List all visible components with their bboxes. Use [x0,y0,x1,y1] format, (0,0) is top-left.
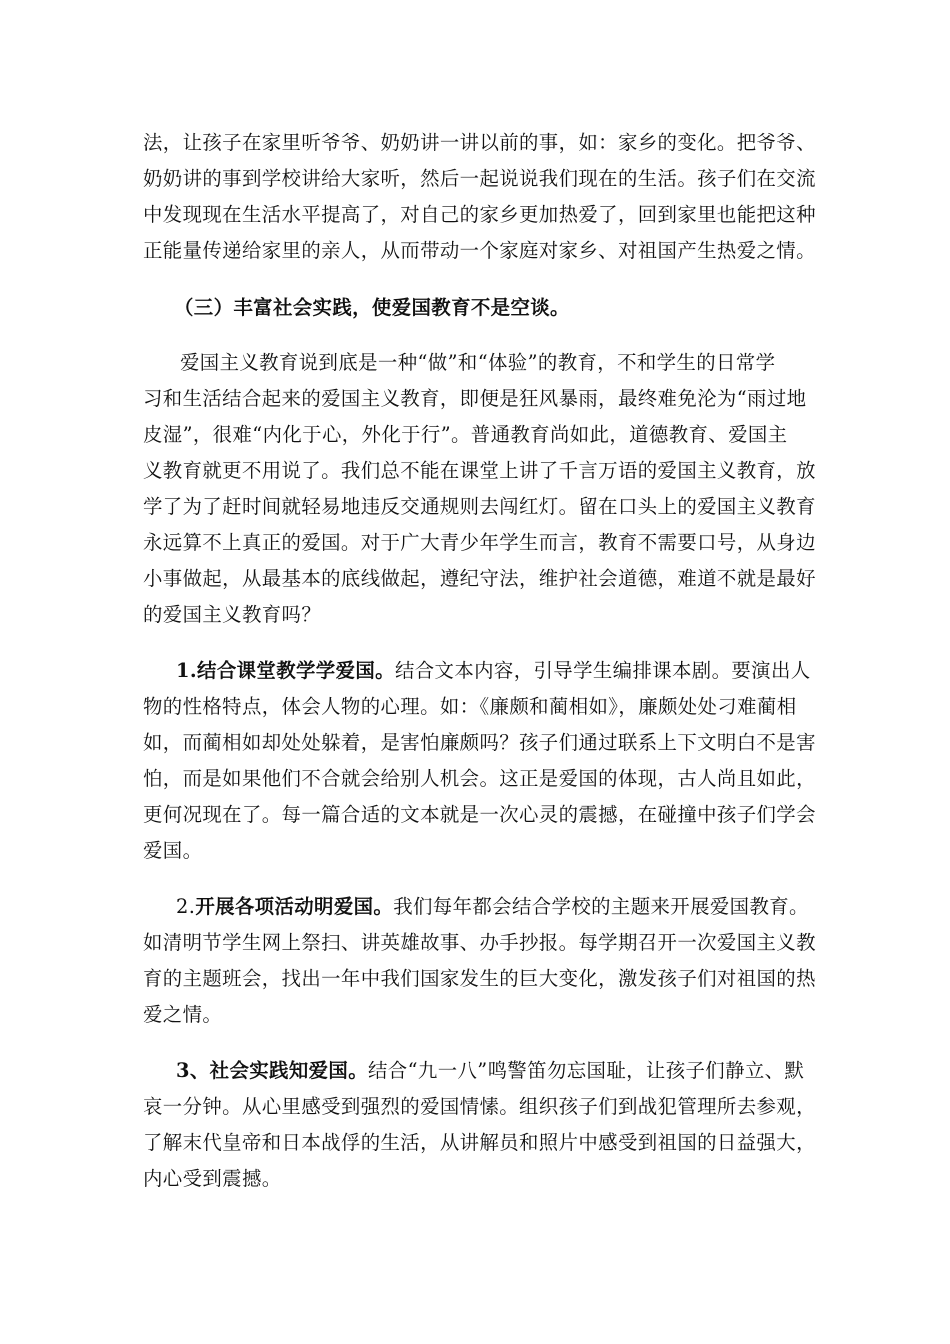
paragraph-line: 奶奶讲的事到学校讲给大家听，然后一起说说我们现在的生活。孩子们在交流 [143,167,816,190]
paragraph-text: 结合文本内容，引导学生编排课本剧。要演出人 [394,659,811,682]
paragraph-line [176,1053,840,1089]
paragraph-line: 如，而蔺相如却处处躲着，是害怕廉颇吗？孩子们通过联系上下文明白不是害 [143,731,816,754]
paragraph-line: 爱国。 [143,839,203,862]
paragraph-line: 内心受到震撼。 [143,1167,282,1190]
paragraph-line: 了解末代皇帝和日本战俘的生活，从讲解员和照片中感受到祖国的日益强大， [143,1131,816,1154]
paragraph-line: 爱之情。 [143,1003,223,1026]
subheading-1: 1.结合课堂教学学爱国。 [176,659,395,682]
paragraph-line: 小事做起，从最基本的底线做起，遵纪守法，维护社会道德，难道不就是最好 [143,567,816,590]
paragraph-line: 义教育就更不用说了。我们总不能在课堂上讲了千言万语的爱国主义教育，放 [143,459,816,482]
section-heading: （三）丰富社会实践，使爱国教育不是空谈。 [174,296,570,319]
paragraph-line: 育的主题班会，找出一年中我们国家发生的巨大变化，激发孩子们对祖国的热 [143,967,816,990]
paragraph-line: 怕，而是如果他们不合就会给别人机会。这正是爱国的体现，古人尚且如此， [143,767,816,790]
paragraph-line [176,889,840,925]
paragraph-line: 正能量传递给家里的亲人，从而带动一个家庭对家乡、对祖国产生热爱之情。 [143,239,816,262]
paragraph-line: 习和生活结合起来的爱国主义教育，即便是狂风暴雨，最终难免沦为“雨过地 [143,387,807,410]
list-number: 2. [176,895,196,918]
subheading-2: 开展各项活动明爱国。 [195,895,394,918]
paragraph-line: 学了为了赶时间就轻易地违反交通规则去闯红灯。留在口头上的爱国主义教育 [143,495,816,518]
paragraph-text: 我们每年都会结合学校的主题来开展爱国教育。 [393,895,809,918]
paragraph-line: 哀一分钟。从心里感受到强烈的爱国情愫。组织孩子们到战犯管理所去参观， [143,1095,816,1118]
paragraph-line: 中发现现在生活水平提高了，对自己的家乡更加热爱了，回到家里也能把这种 [143,203,816,226]
paragraph-line: 皮湿”，很难“内化于心，外化于行”。普通教育尚如此，道德教育、爱国主 [143,423,788,446]
paragraph-line [176,653,840,689]
paragraph-text: 结合“九一八”鸣警笛勿忘国耻，让孩子们静立、默 [368,1059,805,1082]
subheading-3: 3、社会实践知爱国。 [176,1059,369,1082]
paragraph-line: 永远算不上真正的爱国。对于广大青少年学生而言，教育不需要口号，从身边 [143,531,816,554]
paragraph-line: 更何况现在了。每一篇合适的文本就是一次心灵的震撼，在碰撞中孩子们学会 [143,803,816,826]
paragraph-line: 如清明节学生网上祭扫、讲英雄故事、办手抄报。每学期召开一次爱国主义教 [143,931,816,954]
paragraph-line: 爱国主义教育说到底是一种“做”和“体验”的教育，不和学生的日常学 [180,351,776,374]
paragraph-line: 物的性格特点，体会人物的心理。如：《廉颇和蔺相如》，廉颇处处刁难蔺相 [143,695,797,718]
paragraph-line: 法，让孩子在家里听爷爷、奶奶讲一讲以前的事，如：家乡的变化。把爷爷、 [143,131,816,154]
paragraph-line: 的爱国主义教育吗？ [143,603,322,626]
